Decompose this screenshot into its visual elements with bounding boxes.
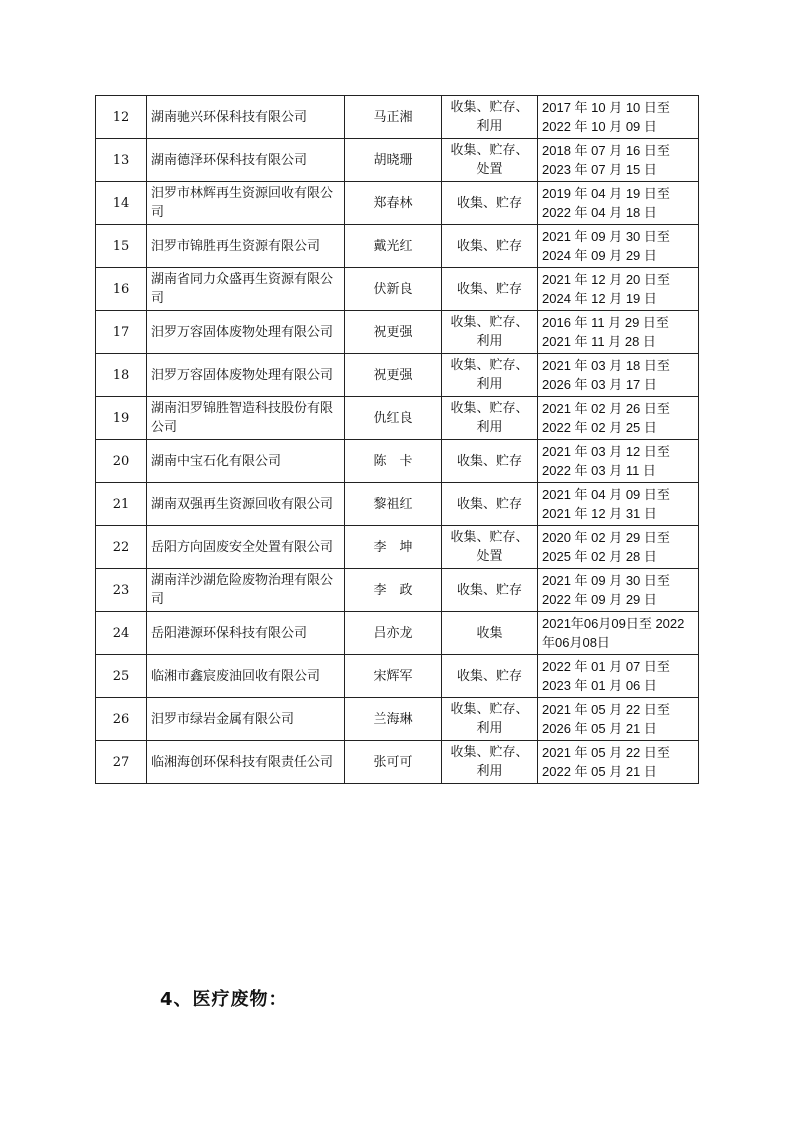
- row-number: 24: [96, 612, 147, 655]
- company-name: 湖南汨罗锦胜智造科技股份有限公司: [147, 397, 345, 440]
- business-scope: 收集、贮存、利用: [442, 698, 538, 741]
- validity-period: 2021 年 03 月 12 日至 2022 年 03 月 11 日: [538, 440, 699, 483]
- business-scope: 收集、贮存: [442, 569, 538, 612]
- legal-person: 祝更强: [345, 354, 442, 397]
- legal-person: 祝更强: [345, 311, 442, 354]
- table-row: [96, 182, 699, 225]
- company-name: 湖南德泽环保科技有限公司: [147, 139, 345, 182]
- company-name: 临湘海创环保科技有限责任公司: [147, 741, 345, 784]
- business-scope: 收集、贮存、利用: [442, 311, 538, 354]
- legal-person: 兰海琳: [345, 698, 442, 741]
- table-row: [96, 139, 699, 182]
- company-name: 岳阳方向固废安全处置有限公司: [147, 526, 345, 569]
- validity-period: 2017 年 10 月 10 日至 2022 年 10 月 09 日: [538, 96, 699, 139]
- validity-period: 2022 年 01 月 07 日至 2023 年 01 月 06 日: [538, 655, 699, 698]
- business-scope: 收集、贮存: [442, 225, 538, 268]
- company-name: 汨罗万容固体废物处理有限公司: [147, 354, 345, 397]
- business-scope: 收集、贮存、处置: [442, 526, 538, 569]
- business-scope: 收集、贮存: [442, 182, 538, 225]
- table-row: [96, 440, 699, 483]
- legal-person: 张可可: [345, 741, 442, 784]
- business-scope: 收集、贮存: [442, 440, 538, 483]
- company-name: 湖南双强再生资源回收有限公司: [147, 483, 345, 526]
- row-number: 22: [96, 526, 147, 569]
- validity-period: 2021 年 05 月 22 日至 2026 年 05 月 21 日: [538, 698, 699, 741]
- business-scope: 收集、贮存: [442, 268, 538, 311]
- company-name: 岳阳港源环保科技有限公司: [147, 612, 345, 655]
- legal-person: 李 坤: [345, 526, 442, 569]
- business-scope: 收集、贮存、利用: [442, 354, 538, 397]
- row-number: 17: [96, 311, 147, 354]
- business-scope: 收集、贮存: [442, 655, 538, 698]
- business-scope: 收集、贮存、利用: [442, 741, 538, 784]
- company-name: 汨罗万容固体废物处理有限公司: [147, 311, 345, 354]
- row-number: 19: [96, 397, 147, 440]
- license-table: [95, 95, 699, 784]
- row-number: 23: [96, 569, 147, 612]
- table-row: [96, 268, 699, 311]
- table-row: [96, 698, 699, 741]
- validity-period: 2021 年 04 月 09 日至 2021 年 12 月 31 日: [538, 483, 699, 526]
- validity-period: 2021 年 03 月 18 日至 2026 年 03 月 17 日: [538, 354, 699, 397]
- license-table-body: [96, 96, 699, 784]
- legal-person: 郑春林: [345, 182, 442, 225]
- company-name: 湖南洋沙湖危险废物治理有限公司: [147, 569, 345, 612]
- validity-period: 2016 年 11 月 29 日至 2021 年 11 月 28 日: [538, 311, 699, 354]
- validity-period: 2021年06月09日至 2022年06月08日: [538, 612, 699, 655]
- legal-person: 戴光红: [345, 225, 442, 268]
- table-row: [96, 96, 699, 139]
- row-number: 18: [96, 354, 147, 397]
- table-row: [96, 569, 699, 612]
- legal-person: 仇红良: [345, 397, 442, 440]
- legal-person: 宋辉军: [345, 655, 442, 698]
- table-row: [96, 397, 699, 440]
- section-heading: 4、医疗废物：: [160, 989, 288, 1010]
- legal-person: 陈 卡: [345, 440, 442, 483]
- row-number: 21: [96, 483, 147, 526]
- table-row: [96, 612, 699, 655]
- table-row: [96, 225, 699, 268]
- legal-person: 伏新良: [345, 268, 442, 311]
- table-row: [96, 741, 699, 784]
- business-scope: 收集、贮存、利用: [442, 96, 538, 139]
- validity-period: 2021 年 02 月 26 日至 2022 年 02 月 25 日: [538, 397, 699, 440]
- validity-period: 2020 年 02 月 29 日至 2025 年 02 月 28 日: [538, 526, 699, 569]
- business-scope: 收集、贮存、处置: [442, 139, 538, 182]
- company-name: 临湘市鑫宸废油回收有限公司: [147, 655, 345, 698]
- table-row: [96, 483, 699, 526]
- validity-period: 2021 年 09 月 30 日至 2022 年 09 月 29 日: [538, 569, 699, 612]
- row-number: 14: [96, 182, 147, 225]
- table-row: [96, 354, 699, 397]
- row-number: 15: [96, 225, 147, 268]
- legal-person: 李 政: [345, 569, 442, 612]
- validity-period: 2019 年 04 月 19 日至 2022 年 04 月 18 日: [538, 182, 699, 225]
- legal-person: 胡晓珊: [345, 139, 442, 182]
- row-number: 25: [96, 655, 147, 698]
- validity-period: 2018 年 07 月 16 日至 2023 年 07 月 15 日: [538, 139, 699, 182]
- company-name: 湖南中宝石化有限公司: [147, 440, 345, 483]
- business-scope: 收集: [442, 612, 538, 655]
- row-number: 20: [96, 440, 147, 483]
- row-number: 12: [96, 96, 147, 139]
- validity-period: 2021 年 09 月 30 日至 2024 年 09 月 29 日: [538, 225, 699, 268]
- table-row: [96, 311, 699, 354]
- company-name: 湖南省同力众盛再生资源有限公司: [147, 268, 345, 311]
- company-name: 汨罗市林辉再生资源回收有限公司: [147, 182, 345, 225]
- business-scope: 收集、贮存、利用: [442, 397, 538, 440]
- validity-period: 2021 年 12 月 20 日至 2024 年 12 月 19 日: [538, 268, 699, 311]
- company-name: 汨罗市锦胜再生资源有限公司: [147, 225, 345, 268]
- company-name: 湖南驰兴环保科技有限公司: [147, 96, 345, 139]
- business-scope: 收集、贮存: [442, 483, 538, 526]
- row-number: 16: [96, 268, 147, 311]
- legal-person: 吕亦龙: [345, 612, 442, 655]
- company-name: 汨罗市绿岩金属有限公司: [147, 698, 345, 741]
- legal-person: 黎祖红: [345, 483, 442, 526]
- table-row: [96, 526, 699, 569]
- row-number: 27: [96, 741, 147, 784]
- table-row: [96, 655, 699, 698]
- row-number: 13: [96, 139, 147, 182]
- row-number: 26: [96, 698, 147, 741]
- legal-person: 马正湘: [345, 96, 442, 139]
- validity-period: 2021 年 05 月 22 日至 2022 年 05 月 21 日: [538, 741, 699, 784]
